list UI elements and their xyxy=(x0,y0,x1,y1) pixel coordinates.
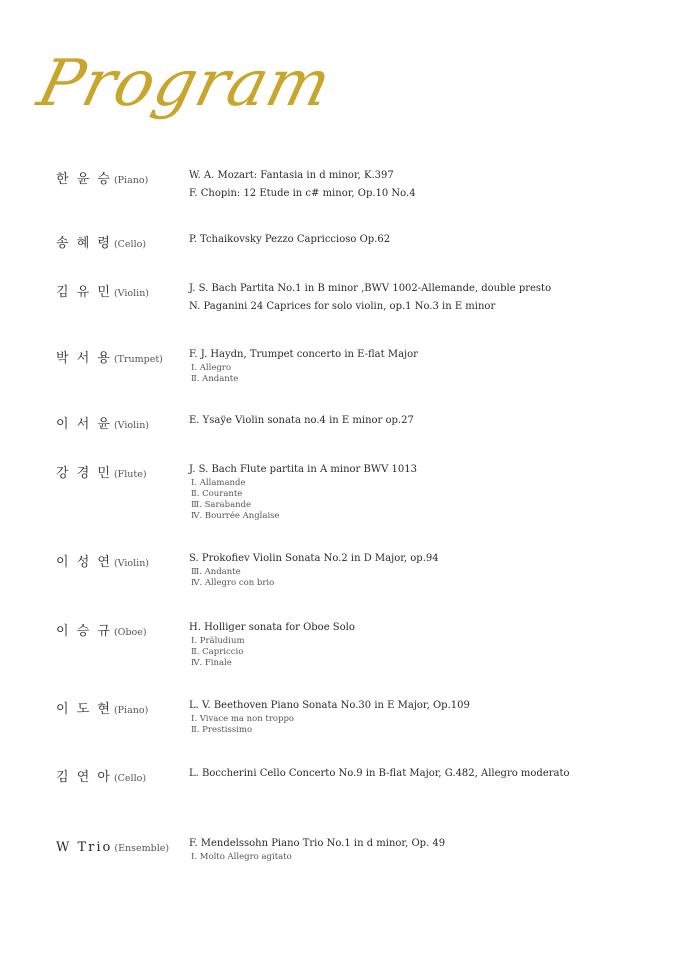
piece-title: H. Holliger sonata for Oboe Solo xyxy=(189,622,355,633)
performer-name: 강 경 민 xyxy=(56,466,112,481)
performer-name: W Trio xyxy=(56,840,113,855)
performer xyxy=(56,551,149,570)
piece-title: P. Tchaikovsky Pezzo Capriccioso Op.62 xyxy=(189,234,391,245)
performer xyxy=(56,620,147,639)
piece-title: E. Ysaÿe Violin sonata no.4 in E minor op.27 xyxy=(189,415,414,426)
movement: Ⅱ. Courante xyxy=(191,489,243,499)
movement: Ⅱ. Andante xyxy=(191,374,239,384)
repertoire xyxy=(189,281,659,315)
performer-name: 한 윤 승 xyxy=(56,172,112,187)
movement: Ⅲ. Andante xyxy=(191,567,241,577)
movement: Ⅱ. Prestissimo xyxy=(191,725,253,735)
piece-title: L. V. Beethoven Piano Sonata No.30 in E Major, Op.109 xyxy=(189,700,470,711)
performer-instrument: (Oboe) xyxy=(113,627,147,638)
piece-title: F. Chopin: 12 Etude in c# minor, Op.10 No.4 xyxy=(189,188,416,199)
performer xyxy=(56,347,163,366)
movement: Ⅰ. Molto Allegro agitato xyxy=(191,852,292,862)
piece-title: F. J. Haydn, Trumpet concerto in E-flat Major xyxy=(189,349,418,360)
repertoire xyxy=(189,698,659,736)
performer-name: 박 서 용 xyxy=(56,351,112,366)
performer-instrument: (Violin) xyxy=(113,288,150,299)
movement: Ⅰ. Vivace ma non troppo xyxy=(191,714,295,724)
piece-title: S. Prokofiev Violin Sonata No.2 in D Major, op.94 xyxy=(189,553,439,564)
performer-instrument: (Violin) xyxy=(113,420,150,431)
repertoire xyxy=(189,462,659,522)
piece-title: L. Boccherini Cello Concerto No.9 in B-flat Major, G.482, Allegro moderato xyxy=(189,768,570,779)
performer xyxy=(56,462,147,481)
performer xyxy=(56,766,146,785)
performer-name: 이 서 윤 xyxy=(56,417,112,432)
repertoire xyxy=(189,413,659,429)
performer-instrument: (Flute) xyxy=(113,469,147,480)
piece-title: J. S. Bach Partita No.1 in B minor ,BWV 1002-Allemande, double presto xyxy=(189,283,552,294)
performer-name: 이 승 규 xyxy=(56,624,112,639)
repertoire xyxy=(189,836,659,863)
performer-name: 이 성 연 xyxy=(56,555,112,570)
piece-title: W. A. Mozart: Fantasia in d minor, K.397 xyxy=(189,170,394,181)
performer-instrument: (Ensemble) xyxy=(114,843,170,854)
performer-instrument: (Violin) xyxy=(113,558,150,569)
movement: Ⅰ. Allamande xyxy=(191,478,246,488)
repertoire xyxy=(189,766,659,782)
repertoire xyxy=(189,551,659,589)
performer xyxy=(56,281,149,300)
performer-name: 김 유 민 xyxy=(56,285,112,300)
piece-title: J. S. Bach Flute partita in A minor BWV 1013 xyxy=(189,464,417,475)
performer xyxy=(56,413,149,432)
performer-instrument: (Trumpet) xyxy=(113,354,163,365)
movement: Ⅳ. Allegro con brio xyxy=(191,578,275,588)
movement: Ⅳ. Finale xyxy=(191,658,232,668)
performer-instrument: (Piano) xyxy=(113,175,149,186)
movement: Ⅱ. Capriccio xyxy=(191,647,244,657)
performer-instrument: (Cello) xyxy=(113,239,147,250)
program-title: Program xyxy=(30,47,339,121)
performer xyxy=(56,698,148,717)
repertoire xyxy=(189,168,659,202)
performer xyxy=(56,168,148,187)
movement: Ⅳ. Bourrée Anglaise xyxy=(191,511,280,521)
movement: Ⅰ. Allegro xyxy=(191,363,231,373)
piece-title: N. Paganini 24 Caprices for solo violin, op.1 No.3 in E minor xyxy=(189,301,496,312)
performer-name: 송 혜 령 xyxy=(56,236,112,251)
performer xyxy=(56,232,146,251)
repertoire xyxy=(189,620,659,669)
repertoire xyxy=(189,232,659,248)
performer xyxy=(56,836,169,855)
performer-instrument: (Cello) xyxy=(113,773,147,784)
performer-instrument: (Piano) xyxy=(113,705,149,716)
performer-name: 김 연 아 xyxy=(56,770,112,785)
piece-title: F. Mendelssohn Piano Trio No.1 in d minor, Op. 49 xyxy=(189,838,446,849)
performer-name: 이 도 현 xyxy=(56,702,112,717)
movement: Ⅲ. Sarabande xyxy=(191,500,252,510)
movement: Ⅰ. Präludium xyxy=(191,636,245,646)
repertoire xyxy=(189,347,659,385)
